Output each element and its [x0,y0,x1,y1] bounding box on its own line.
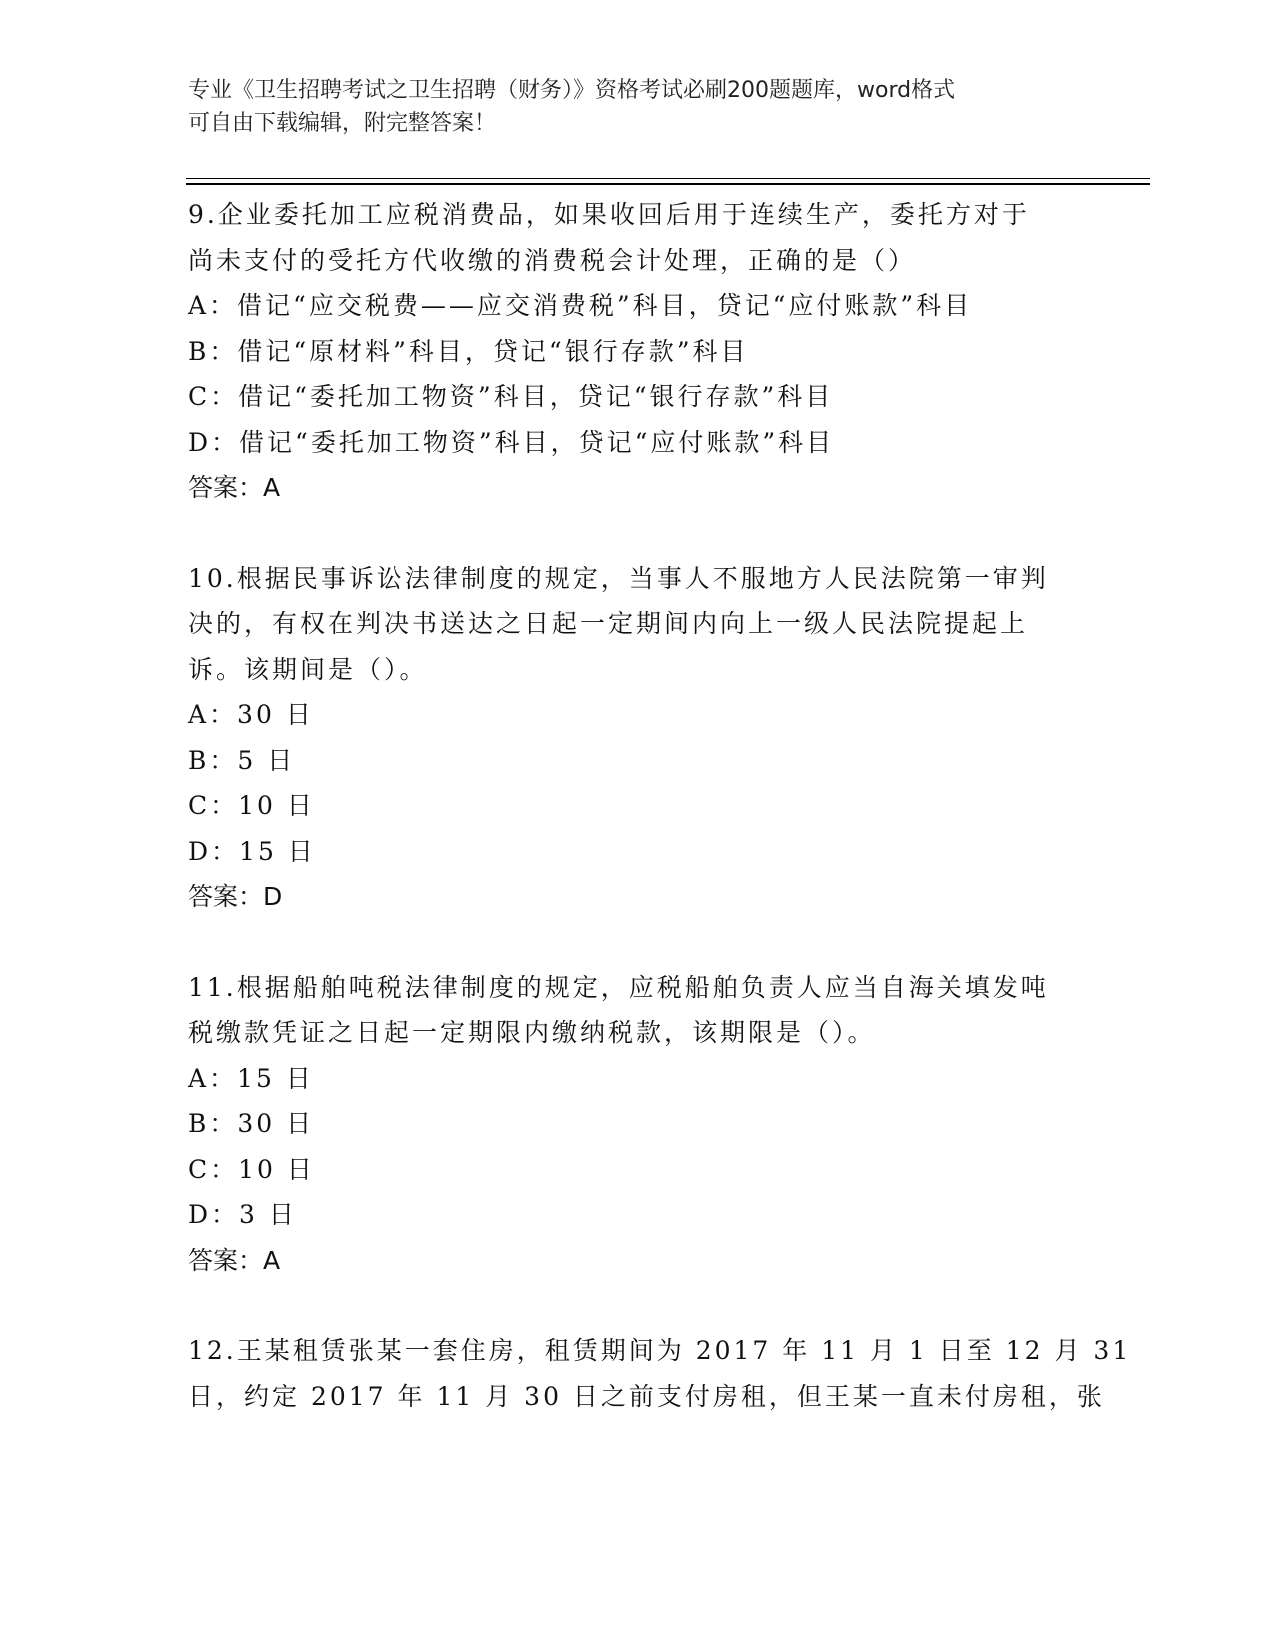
question-text-line: 诉。该期间是（）。 [188,654,428,684]
question-text-line: 10.根据民事诉讼法律制度的规定，当事人不服地方人民法院第一审判 [188,563,1049,593]
question-text-line: 决的，有权在判决书送达之日起一定期间内向上一级人民法院提起上 [188,609,1029,638]
option-b: B：借记“原材料”科目，贷记“银行存款”科目 [188,336,749,366]
option-b: B：5 日 [188,745,296,775]
option-c: C：10 日 [188,791,315,820]
question-10 [188,556,1088,920]
answer: 答案：A [188,1245,281,1275]
option-a: A：借记“应交税费——应交消费税”科目，贷记“应付账款”科目 [188,291,973,320]
question-text-line: 11.根据船舶吨税法律制度的规定，应税船舶负责人应当自海关填发吨 [188,972,1049,1002]
question-text-line: 9.企业委托加工应税消费品，如果收回后用于连续生产，委托方对于 [188,200,1030,229]
question-9 [188,192,1088,511]
header-line-1: 专业《卫生招聘考试之卫生招聘（财务）》资格考试必刷200题题库，word格式 [188,78,956,103]
question-11 [188,965,1088,1284]
option-c: C：借记“委托加工物资”科目，贷记“银行存款”科目 [188,382,834,411]
header-divider-thick [186,183,1150,185]
question-text-line: 日，约定 2017 年 11 月 30 日之前支付房租，但王某一直未付房租，张 [188,1381,1105,1411]
question-text-line: 尚未支付的受托方代收缴的消费税会计处理，正确的是（） [188,245,917,275]
header-line-2: 可自由下载编辑，附完整答案！ [188,111,497,136]
option-c: C：10 日 [188,1154,315,1184]
option-d: D：借记“委托加工物资”科目，贷记“应付账款”科目 [188,427,835,457]
question-12 [188,1328,1132,1419]
option-a: A：30 日 [188,700,314,729]
document-header [188,74,1068,140]
option-d: D：3 日 [188,1200,297,1229]
answer: 答案：D [188,882,283,911]
question-text-line: 税缴款凭证之日起一定期限内缴纳税款，该期限是（）。 [188,1018,876,1047]
header-divider-thin [186,178,1150,179]
option-d: D：15 日 [188,836,316,866]
answer: 答案：A [188,473,281,502]
option-b: B：30 日 [188,1109,315,1138]
option-a: A：15 日 [188,1063,314,1093]
question-list [188,192,1132,1464]
question-text-line: 12.王某租赁张某一套住房，租赁期间为 2017 年 11 月 1 日至 12 月 31 [188,1336,1132,1365]
